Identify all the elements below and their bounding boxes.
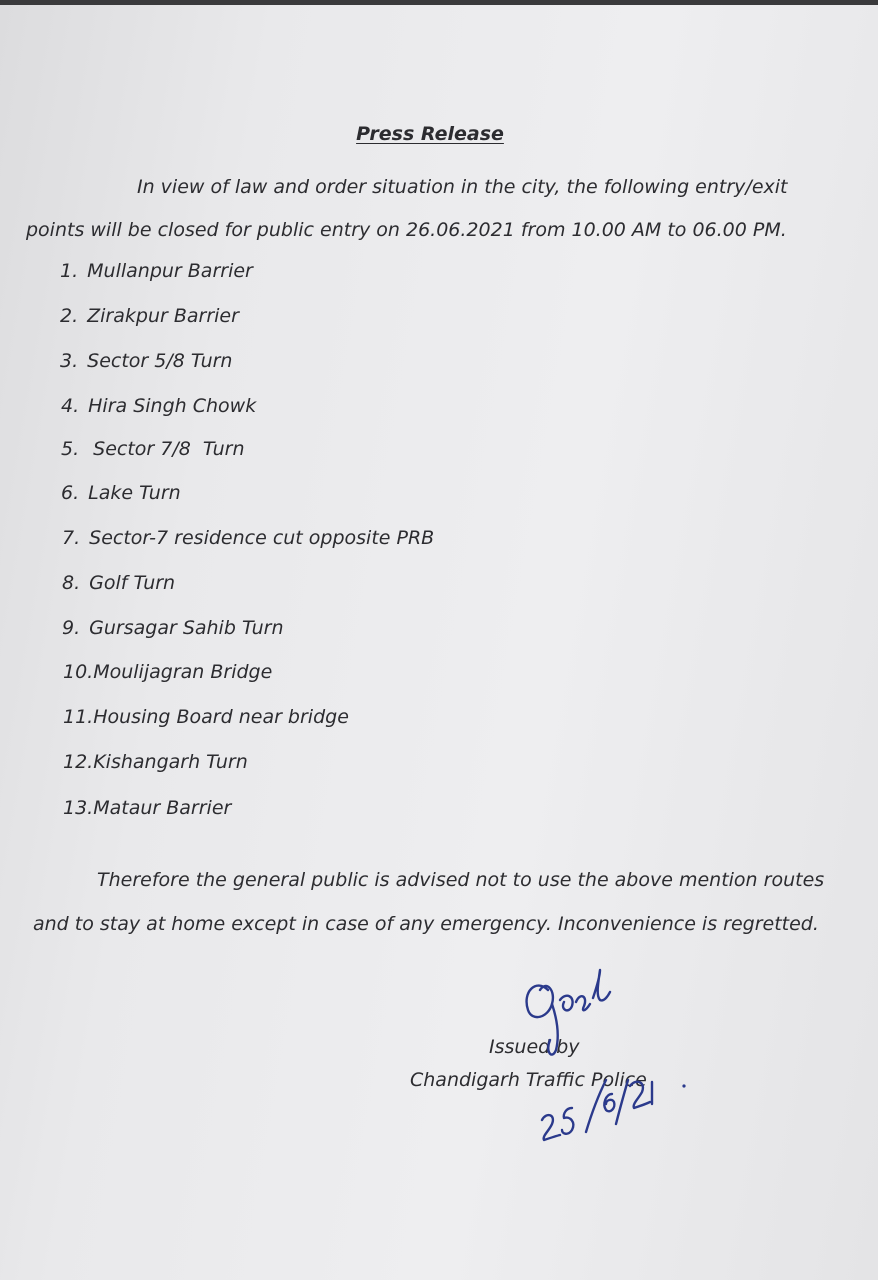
- list-item-number: 12.: [63, 751, 94, 773]
- list-item: [63, 797, 231, 819]
- issuing-authority: Chandigarh Traffic Police: [410, 1069, 647, 1091]
- list-item-number: 5.: [61, 438, 80, 460]
- document-title: Press Release: [356, 123, 504, 145]
- list-item: [62, 572, 175, 594]
- list-item-name: Sector 5/8 Turn: [87, 350, 233, 372]
- list-item: [63, 706, 349, 728]
- intro-line-1: In view of law and order situation in the city, the following entry/exit: [137, 176, 788, 198]
- list-item: [62, 617, 284, 639]
- list-item-name: Hira Singh Chowk: [88, 395, 257, 417]
- list-item-name: Moulijagran Bridge: [93, 661, 273, 683]
- list-item-number: 3.: [60, 350, 79, 372]
- list-item: [60, 260, 253, 282]
- list-item-name: Sector 7/8 Turn: [93, 438, 245, 460]
- list-item: [63, 661, 272, 683]
- list-item-name: Golf Turn: [89, 572, 176, 594]
- list-item-name: Mullanpur Barrier: [87, 260, 253, 282]
- list-item-name: Zirakpur Barrier: [87, 305, 239, 327]
- list-item: [62, 527, 434, 549]
- list-item: [63, 751, 248, 773]
- list-item-name: Sector-7 residence cut opposite PRB: [89, 527, 435, 549]
- list-item: [61, 482, 181, 504]
- list-item-number: 6.: [61, 482, 80, 504]
- list-item-name: Gursagar Sahib Turn: [89, 617, 284, 639]
- list-item-name: Kishangarh Turn: [93, 751, 248, 773]
- list-item-number: 8.: [62, 572, 81, 594]
- list-item: [61, 395, 256, 417]
- intro-line-2: points will be closed for public entry on 26.06.2021 from 10.00 AM to 06.00 PM.: [26, 219, 787, 241]
- closing-line-1: Therefore the general public is advised not to use the above mention routes: [97, 869, 825, 891]
- list-item-name: Lake Turn: [88, 482, 181, 504]
- list-item: [60, 305, 239, 327]
- list-item-number: 10.: [63, 661, 94, 683]
- list-item: [61, 438, 245, 460]
- list-item-number: 11.: [63, 706, 94, 728]
- list-item-number: 4.: [61, 395, 80, 417]
- list-item: [60, 350, 232, 372]
- list-item-number: 1.: [60, 260, 79, 282]
- issued-by-label: Issued by: [489, 1036, 580, 1058]
- list-item-number: 13.: [63, 797, 94, 819]
- document-page: [0, 5, 878, 1280]
- list-item-name: Housing Board near bridge: [93, 706, 349, 728]
- list-item-number: 7.: [62, 527, 81, 549]
- closing-line-2: and to stay at home except in case of any emergency. Inconvenience is regretted.: [33, 913, 819, 935]
- list-item-number: 2.: [60, 305, 79, 327]
- list-item-number: 9.: [62, 617, 81, 639]
- list-item-name: Mataur Barrier: [93, 797, 232, 819]
